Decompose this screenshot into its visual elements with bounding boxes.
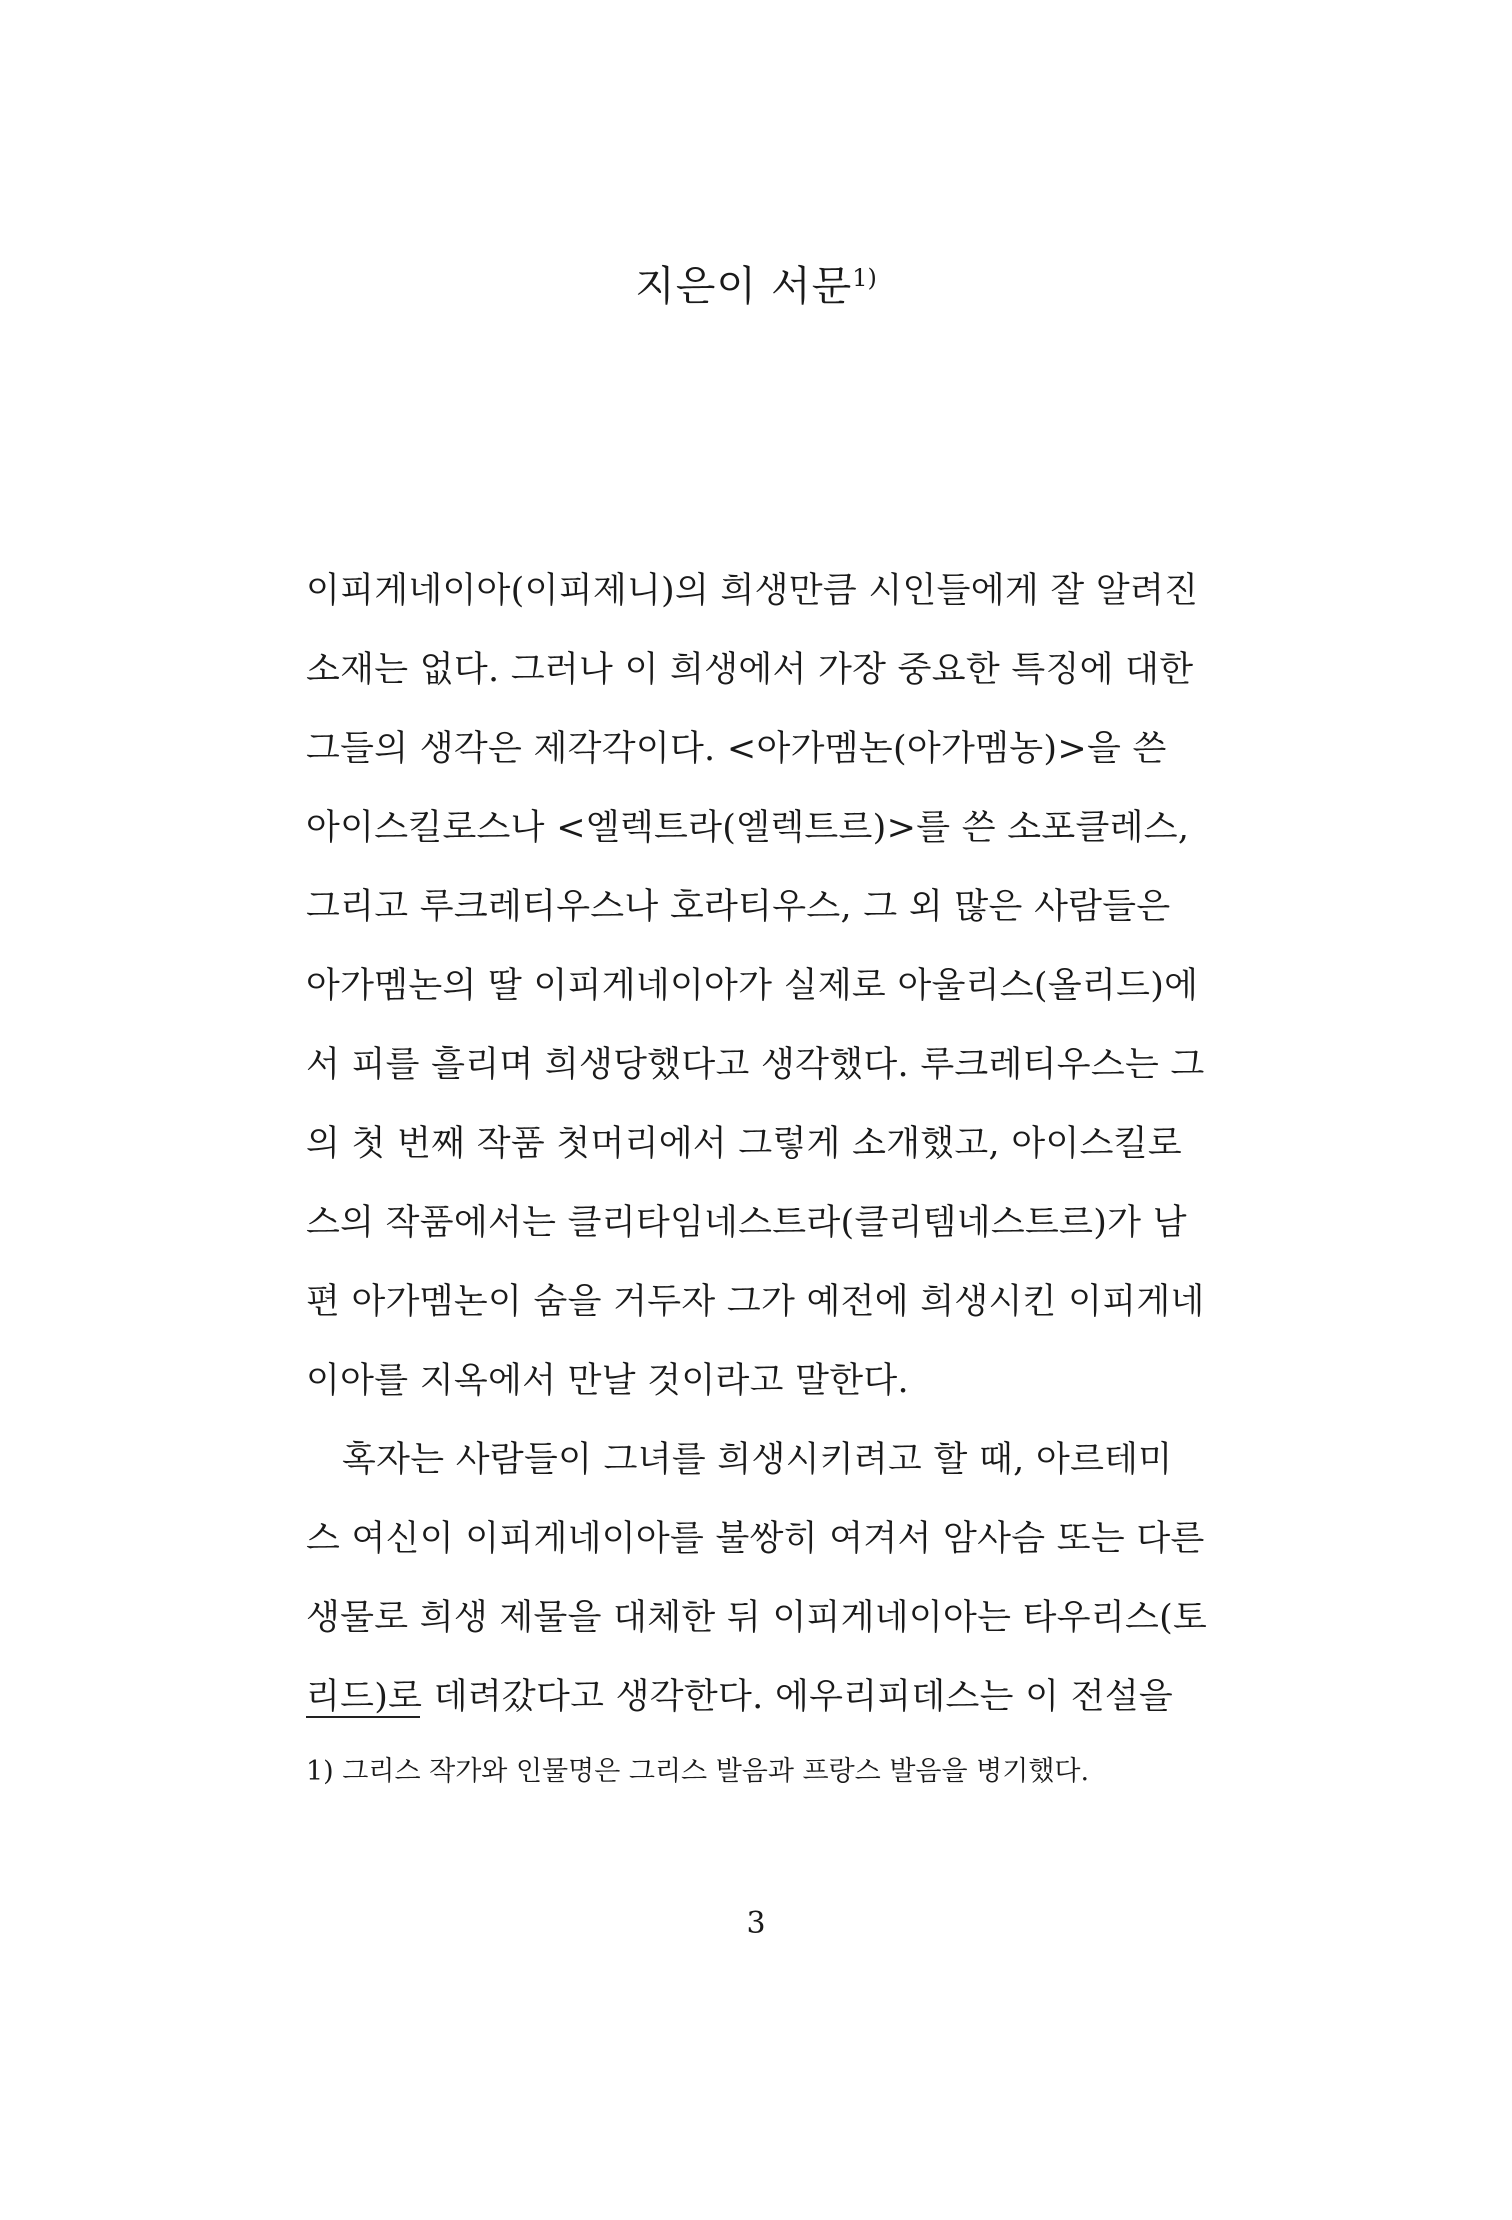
footnote-reference: 1)	[852, 264, 877, 292]
paragraph-1	[306, 552, 1246, 1421]
text-line: 의 첫 번째 작품 첫머리에서 그렇게 소개했고, 아이스킬로	[306, 1124, 1182, 1164]
paragraph-2	[306, 1421, 1246, 1737]
text-line: 이아를 지옥에서 만날 것이라고 말한다.	[306, 1361, 909, 1401]
text-line: 이피게네이아(이피제니)의 희생만큼 시인들에게 잘 알려진	[306, 571, 1199, 611]
footnote-divider	[306, 1716, 420, 1718]
text-line: 생물로 희생 제물을 대체한 뒤 이피게네이아는 타우리스(토	[306, 1598, 1208, 1638]
footnote: 1) 그리스 작가와 인물명은 그리스 발음과 프랑스 발음을 병기했다.	[306, 1756, 1090, 1787]
text-line: 스의 작품에서는 클리타임네스트라(클리템네스트르)가 남	[306, 1203, 1187, 1243]
page-title	[0, 250, 1512, 314]
page-number: 3	[746, 1906, 766, 1941]
body-text	[306, 552, 1246, 1737]
text-line: 리드)로 데려갔다고 생각한다. 에우리피데스는 이 전설을	[306, 1677, 1174, 1717]
text-line: 아가멤논의 딸 이피게네이아가 실제로 아울리스(올리드)에	[306, 966, 1199, 1006]
text-line: 스 여신이 이피게네이아를 불쌍히 여겨서 암사슴 또는 다른	[306, 1519, 1205, 1559]
text-line: 소재는 없다. 그러나 이 희생에서 가장 중요한 특징에 대한	[306, 650, 1194, 690]
page-title-text: 지은이 서문	[635, 262, 853, 310]
text-line: 그리고 루크레티우스나 호라티우스, 그 외 많은 사람들은	[306, 887, 1171, 927]
text-line: 서 피를 흘리며 희생당했다고 생각했다. 루크레티우스는 그	[306, 1045, 1205, 1085]
text-line: 그들의 생각은 제각각이다. <아가멤논(아가멤농)>을 쓴	[306, 729, 1167, 769]
text-line: 아이스킬로스나 <엘렉트라(엘렉트르)>를 쓴 소포클레스,	[306, 808, 1190, 848]
text-line: 편 아가멤논이 숨을 거두자 그가 예전에 희생시킨 이피게네	[306, 1282, 1205, 1322]
text-line: 혹자는 사람들이 그녀를 희생시키려고 할 때, 아르테미	[342, 1440, 1173, 1480]
